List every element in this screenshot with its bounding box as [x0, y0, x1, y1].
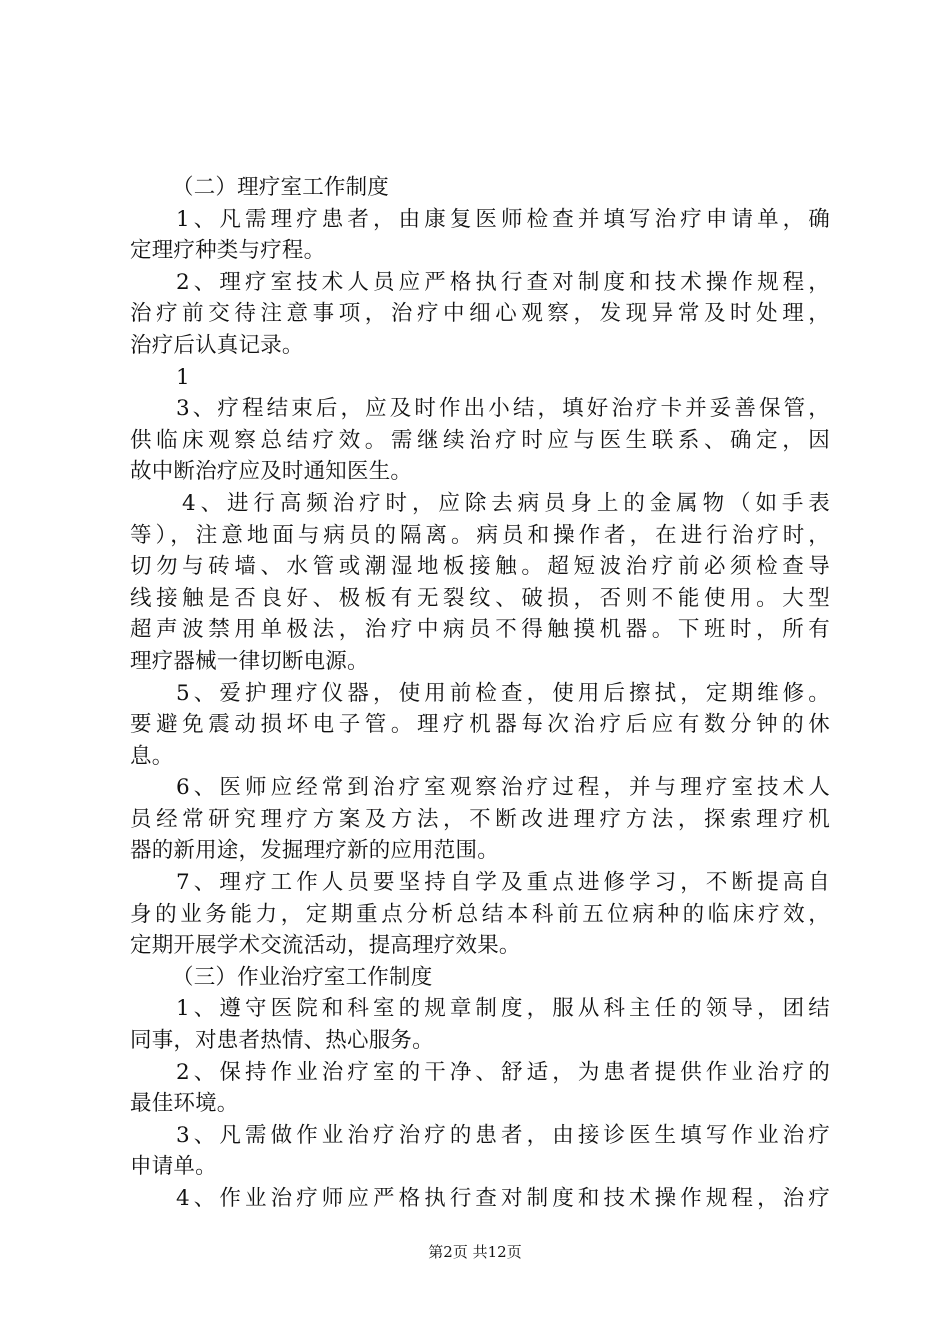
paragraph-line: 供临床观察总结疗效。需继续治疗时应与医生联系、确定，因 — [130, 427, 830, 453]
paragraph-line: 1、遵守医院和科室的规章制度，服从科主任的领导，团结 — [176, 996, 830, 1022]
paragraph-line: 等），注意地面与病员的隔离。病员和操作者，在进行治疗时， — [130, 522, 830, 548]
document-body — [130, 172, 830, 1215]
paragraph-line: 息。 — [130, 743, 174, 769]
paragraph-line: 线接触是否良好、极板有无裂纹、破损，否则不能使用。大型 — [130, 585, 830, 611]
paragraph-line: 治疗前交待注意事项，治疗中细心观察，发现异常及时处理， — [130, 301, 830, 327]
paragraph-line: 要避免震动损坏电子管。理疗机器每次治疗后应有数分钟的休 — [130, 712, 830, 738]
paragraph-line: 1、凡需理疗患者，由康复医师检查并填写治疗申请单，确 — [176, 206, 830, 232]
paragraph-line: 定期开展学术交流活动，提高理疗效果。 — [130, 933, 521, 959]
paragraph-line: 定理疗种类与疗程。 — [130, 238, 326, 264]
paragraph-line: 同事，对患者热情、热心服务。 — [130, 1028, 434, 1054]
paragraph-line: 故中断治疗应及时通知医生。 — [130, 459, 413, 485]
section-heading: （三）作业治疗室工作制度 — [172, 964, 433, 990]
paragraph-line: 3、疗程结束后，应及时作出小结，填好治疗卡并妥善保管， — [176, 396, 830, 422]
paragraph-line: 2、保持作业治疗室的干净、舒适，为患者提供作业治疗的 — [176, 1059, 830, 1085]
paragraph-line: 4、作业治疗师应严格执行查对制度和技术操作规程，治疗 — [176, 1186, 830, 1211]
paragraph-line: 器的新用途，发掘理疗新的应用范围。 — [130, 838, 499, 864]
paragraph-line: 申请单。 — [130, 1154, 217, 1180]
paragraph-line: 3、凡需做作业治疗治疗的患者，由接诊医生填写作业治疗 — [176, 1122, 830, 1148]
paragraph-line: 4、进行高频治疗时，应除去病员身上的金属物（如手表 — [182, 490, 830, 516]
paragraph-line: 超声波禁用单极法，治疗中病员不得触摸机器。下班时，所有 — [130, 617, 830, 643]
paragraph-line: 1 — [176, 364, 190, 390]
paragraph-line: 治疗后认真记录。 — [130, 332, 304, 358]
paragraph-line: 理疗器械一律切断电源。 — [130, 648, 369, 674]
paragraph-line: 6、医师应经常到治疗室观察治疗过程，并与理疗室技术人 — [176, 775, 830, 801]
paragraph-line: 5、爱护理疗仪器，使用前检查，使用后擦拭，定期维修。 — [176, 680, 830, 706]
section-heading: （二）理疗室工作制度 — [172, 175, 390, 200]
paragraph-line: 最佳环境。 — [130, 1091, 239, 1117]
paragraph-line: 身的业务能力，定期重点分析总结本科前五位病种的临床疗效， — [130, 901, 830, 927]
paragraph-line: 员经常研究理疗方案及方法，不断改进理疗方法，探索理疗机 — [130, 806, 830, 832]
paragraph-line: 切勿与砖墙、水管或潮湿地板接触。超短波治疗前必须检查导 — [130, 554, 830, 580]
page-number-footer: 第2页 共12页 — [428, 1243, 522, 1261]
paragraph-line: 2、理疗室技术人员应严格执行查对制度和技术操作规程， — [176, 269, 830, 295]
paragraph-line: 7、理疗工作人员要坚持自学及重点进修学习，不断提高自 — [176, 870, 830, 896]
